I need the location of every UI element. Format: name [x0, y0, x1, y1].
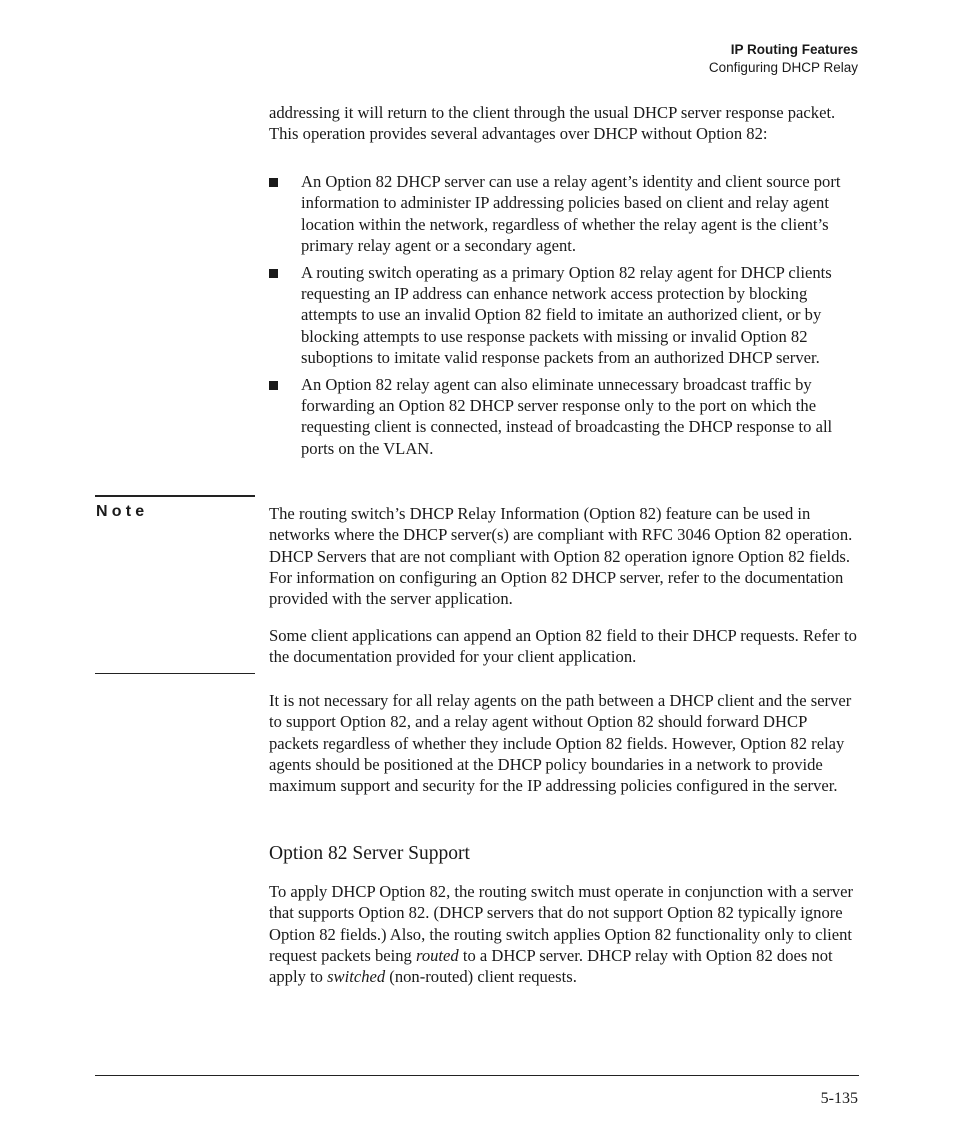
note-top-divider: [95, 495, 255, 497]
list-item: [269, 171, 859, 256]
body-paragraph: It is not necessary for all relay agents on the path between a DHCP client and the server to support Option 82, and a relay agent without Option 82 should forward DHCP packets regardless of whether they include Option 82 fields. However, Option 82 relay agents should be positioned at the DHCP policy boundaries in a network to provide maximum support and security for the IP addressing policies configured in the server.: [269, 691, 852, 796]
note-bottom-divider: [95, 673, 255, 674]
square-bullet-icon: [269, 269, 278, 278]
advantages-list: [269, 171, 859, 464]
list-item-text: An Option 82 relay agent can also eliminate unnecessary broadcast traffic by forwarding an Option 82 DHCP server response only to the port on which the requesting client is connected, instead of broadcasting the DHCP response to all ports on the VLAN.: [301, 374, 833, 458]
header-subtitle: Configuring DHCP Relay: [708, 60, 858, 75]
list-item-text: A routing switch operating as a primary Option 82 relay agent for DHCP clients requesting an IP address can enhance network access protection by blocking attempts to use an invalid Option 82 field to imitate an authorized client, or by blocking attempts to use response packets with missing or invalid Option 82 suboptions to imitate valid response packets from an authorized DHCP server.: [301, 262, 832, 367]
emphasis-switched: switched: [327, 967, 386, 987]
note-paragraph: The routing switch’s DHCP Relay Information (Option 82) feature can be used in networks where the DHCP server(s) are compliant with RFC 3046 Option 82 operation. DHCP Servers that are not compliant with Option 82 operation ignore Option 82 fields. For information on configuring an Option 82 DHCP server, refer to the documentation provided with the server application.: [269, 504, 853, 609]
list-item-text: An Option 82 DHCP server can use a relay agent’s identity and client source port information to administer IP addressing policies based on client and relay agent location within the network, regardless of whether the relay agent is the client’s primary relay agent or a secondary agent.: [301, 172, 841, 255]
list-item: [269, 374, 859, 459]
emphasis-routed: routed: [416, 945, 459, 965]
header-title: IP Routing Features: [730, 42, 858, 57]
page-number: 5-135: [820, 1090, 858, 1107]
page-header: [709, 40, 858, 77]
text-run: To apply DHCP Option 82, the routing switch must operate in conjunction with a server that supports Option 82. (DHCP servers that do not support Option 82 typically ignore Option 82 fields.) Also, the routing switch applies Option 82 functionality only to client request packets being: [269, 882, 853, 965]
square-bullet-icon: [269, 178, 278, 187]
footer-divider: [95, 1075, 859, 1076]
section-heading: Option 82 Server Support: [269, 843, 470, 864]
note-paragraph: Some client applications can append an Option 82 field to their DHCP requests. Refer to the documentation provided for your client application.: [269, 626, 857, 667]
square-bullet-icon: [269, 381, 278, 390]
text-run: (non-routed) client requests.: [385, 967, 577, 987]
note-label: Note: [96, 503, 149, 520]
list-item: [269, 262, 859, 368]
text-run: to a DHCP server. DHCP relay with Option 82 does not apply to: [269, 945, 833, 987]
section-paragraph: [269, 881, 859, 987]
intro-paragraph: addressing it will return to the client through the usual DHCP server response packet. This operation provides several advantages over DHCP without Option 82:: [269, 103, 836, 144]
